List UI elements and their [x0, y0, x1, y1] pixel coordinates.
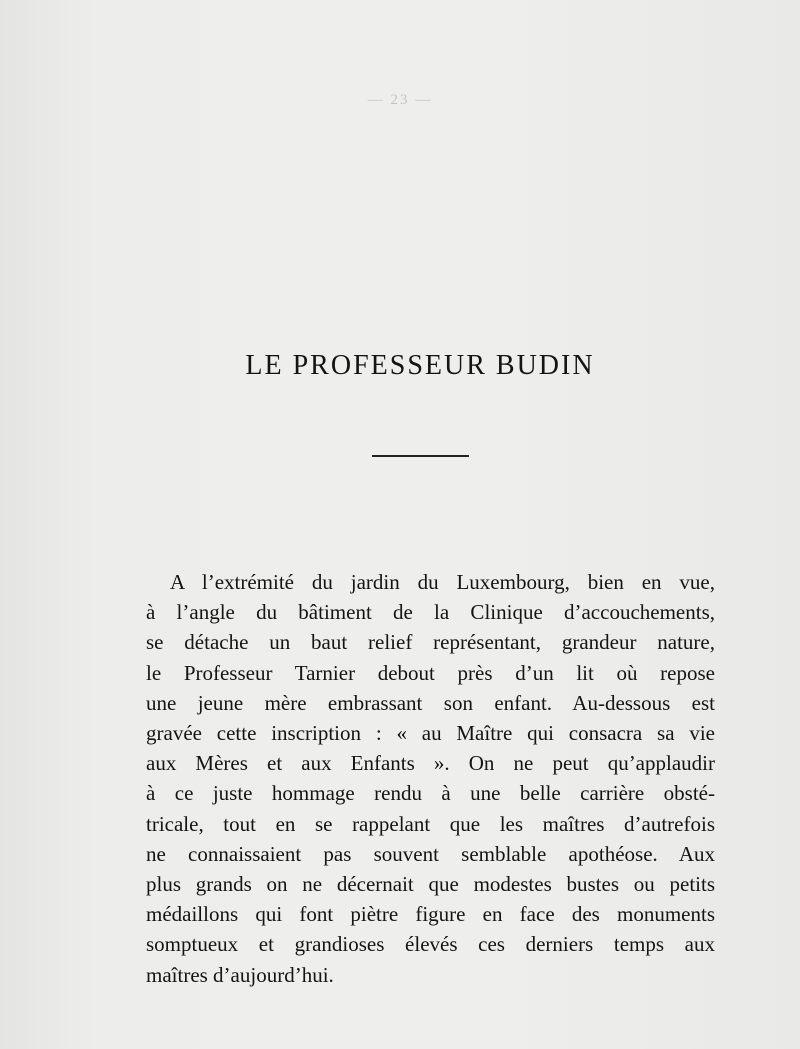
paragraph-line: à l’angle du bâtiment de la Clinique d’accouchements, — [146, 600, 715, 625]
paragraph-line: médaillons qui font piètre figure en face des monuments — [146, 902, 715, 927]
paragraph-line: plus grands on ne décernait que modestes bustes ou petits — [146, 872, 715, 897]
paragraph-line: à ce juste hommage rendu à une belle carrière obsté- — [146, 781, 715, 806]
paragraph-line: maîtres d’aujourd’hui. — [146, 962, 334, 987]
paragraph-line: ne connaissaient pas souvent semblable apothéose. Aux — [146, 841, 715, 866]
paragraph-line: somptueux et grandioses élevés ces derniers temps aux — [146, 932, 715, 957]
paragraph-line: gravée cette inscription : « au Maître qui consacra sa vie — [146, 721, 715, 746]
page-number: — 23 — — [367, 92, 433, 108]
paragraph-line: aux Mères et aux Enfants ». On ne peut qu’applaudir — [146, 751, 715, 776]
paragraph-line: le Professeur Tarnier debout près d’un lit où repose — [146, 660, 715, 685]
body-paragraph — [146, 567, 715, 990]
paragraph-line: A l’extrémité du jardin du Luxembourg, bien en vue, — [170, 570, 715, 594]
paragraph-line: tricale, tout en se rappelant que les maîtres d’autrefois — [146, 811, 715, 836]
title-divider-rule — [372, 455, 469, 457]
paragraph-line: se détache un baut relief représentant, grandeur nature, — [146, 630, 715, 655]
chapter-title: LE PROFESSEUR BUDIN — [245, 350, 595, 381]
paragraph-line: une jeune mère embrassant son enfant. Au-dessous est — [146, 690, 715, 715]
